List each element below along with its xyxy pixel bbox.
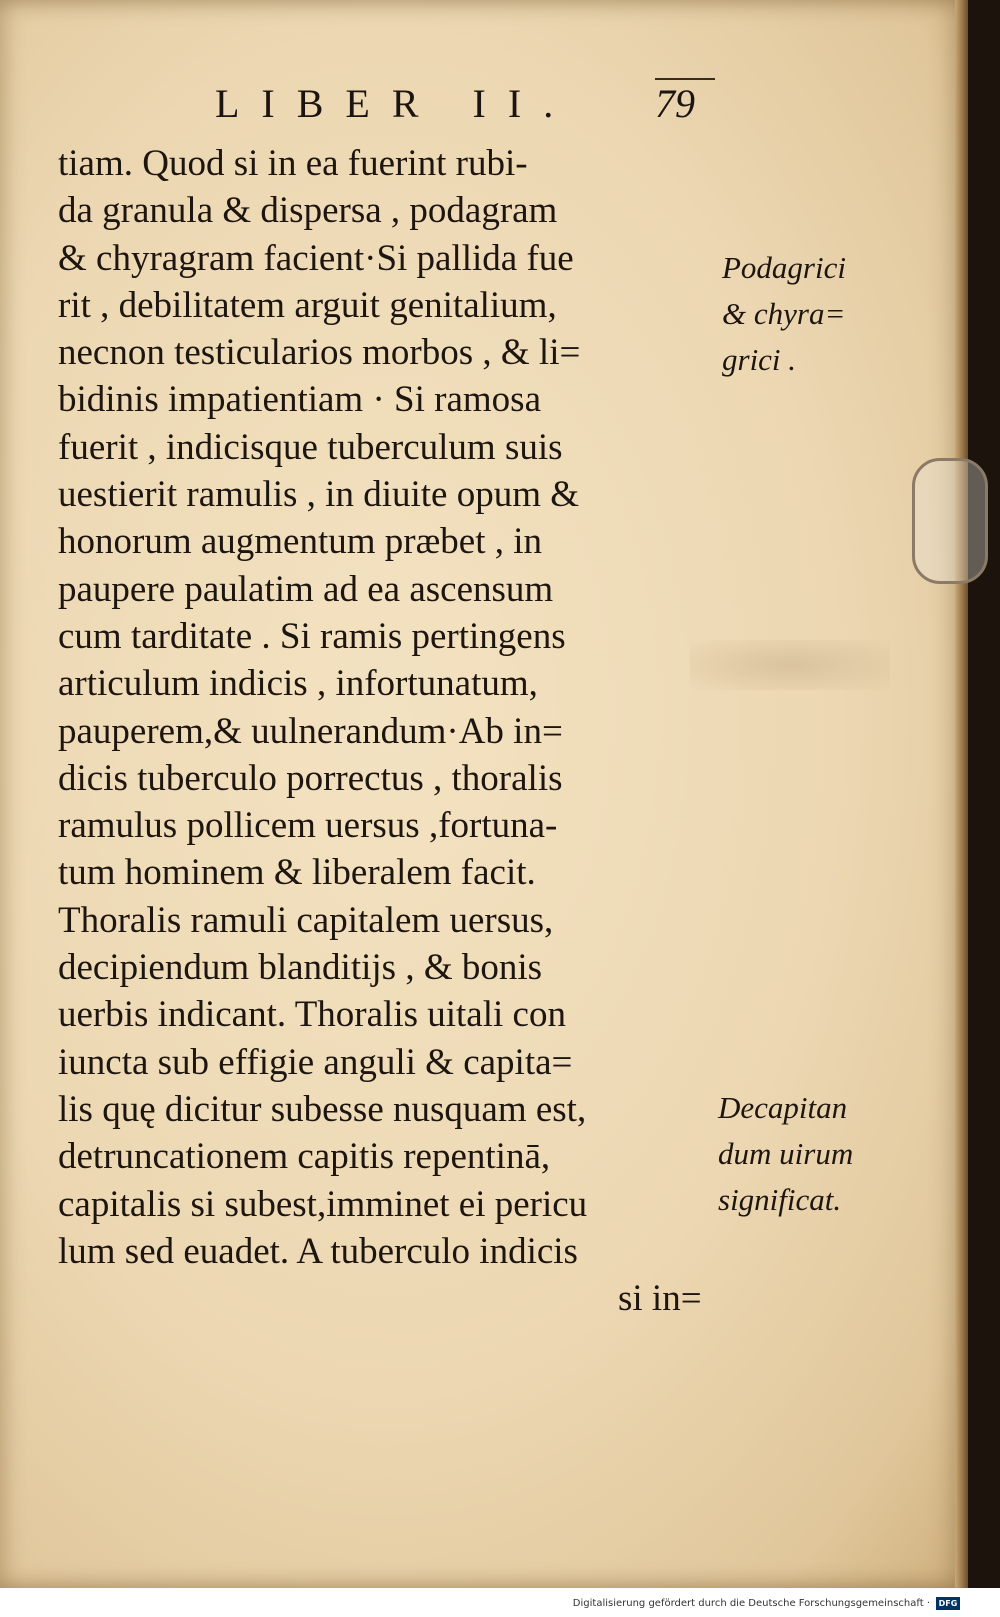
text-line: iuncta sub effigie anguli & capita= xyxy=(58,1041,573,1083)
text-line: ramulus pollicem uersus ,fortuna- xyxy=(58,805,558,847)
marginal-line: dum uirum xyxy=(718,1136,854,1171)
marginal-line: & chyra= xyxy=(722,296,846,331)
text-line: tiam. Quod si in ea fuerint rubi- xyxy=(58,143,528,184)
text-line: Thoralis ramuli capitalem uersus, xyxy=(58,899,554,941)
running-title: LIBER II. xyxy=(215,81,576,126)
text-line: da granula & dispersa , podagram xyxy=(58,190,558,232)
marginal-line: Podagrici xyxy=(722,250,846,285)
text-line: paupere paulatim ad ea ascensum xyxy=(58,568,554,610)
text-line: detruncationem capitis repentinā, xyxy=(58,1136,551,1178)
text-line: capitalis si subest,imminet ei pericu xyxy=(58,1183,588,1225)
text-line: necnon testicularios morbos , & li= xyxy=(58,332,581,374)
text-line: fuerit , indicisque tuberculum suis xyxy=(58,426,563,468)
text-line: uestierit ramulis , in diuite opum & xyxy=(58,474,580,516)
text-line: bidinis impatientiam · Si ramosa xyxy=(58,379,541,421)
text-line: & chyragram facient·Si pallida fue xyxy=(58,237,574,279)
text-line: lum sed euadet. A tuberculo indicis xyxy=(58,1230,578,1272)
marginal-line: grici . xyxy=(722,342,797,377)
text-line: lis quę dicitur subesse nusquam est, xyxy=(58,1088,587,1130)
dfg-logo: DFG xyxy=(936,1597,960,1610)
text-line: articulum indicis , infortunatum, xyxy=(58,663,538,705)
text-line: pauperem,& uulnerandum·Ab in= xyxy=(58,710,563,752)
page-clip xyxy=(912,458,988,584)
marginal-note-decapitandum xyxy=(718,1085,853,1223)
text-line: honorum augmentum præbet , in xyxy=(58,521,543,563)
funding-credit: Digitalisierung gefördert durch die Deutsche Forschungsgemeinschaft · xyxy=(572,1598,930,1609)
text-line: tum hominem & liberalem facit. xyxy=(58,852,536,894)
body-text xyxy=(58,140,702,1322)
text-line: cum tarditate . Si ramis pertingens xyxy=(58,615,566,657)
marginal-line: significat. xyxy=(718,1182,842,1217)
text-line: rit , debilitatem arguit genitalium, xyxy=(58,284,557,326)
page-edge xyxy=(955,0,968,1588)
marginal-line: Decapitan xyxy=(718,1090,848,1125)
text-line: decipiendum blanditijs , & bonis xyxy=(58,947,543,989)
marginal-note-podagrici xyxy=(722,245,846,383)
text-line: dicis tuberculo porrectus , thoralis xyxy=(58,757,563,799)
ink-show-through xyxy=(690,640,890,690)
text-line: uerbis indicant. Thoralis uitali con xyxy=(58,994,566,1036)
catchword: si in= xyxy=(618,1278,702,1320)
folio-number: 79 xyxy=(655,81,695,126)
